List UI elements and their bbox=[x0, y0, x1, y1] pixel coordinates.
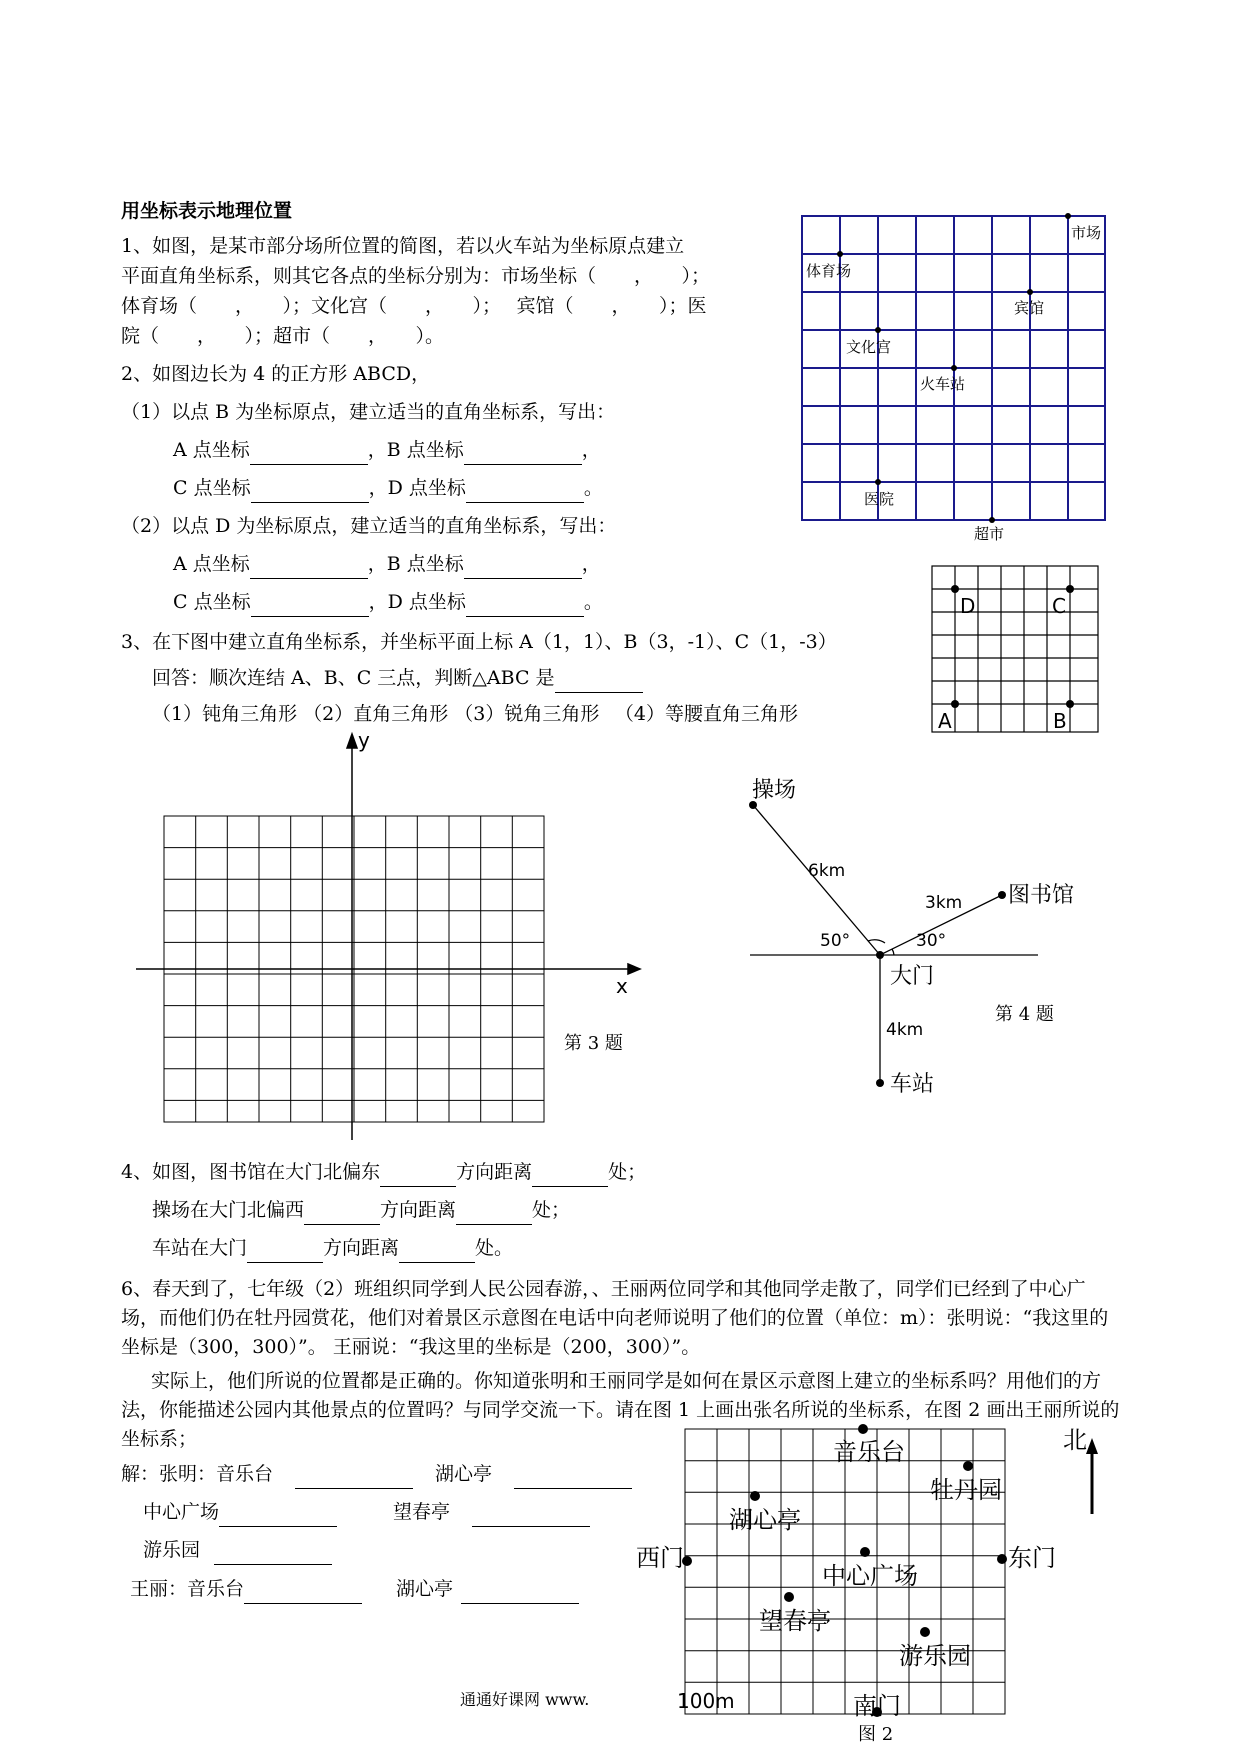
point-b bbox=[1066, 700, 1074, 708]
supermarket-label: 超市 bbox=[974, 525, 1005, 543]
q2-part2: （2）以点 D 为坐标原点，建立适当的直角坐标系，写出： bbox=[121, 515, 617, 537]
hotel-point bbox=[1027, 289, 1033, 295]
q4-figure bbox=[740, 765, 1075, 1115]
answer-blank[interactable] bbox=[251, 482, 369, 503]
angle-arc-right bbox=[892, 949, 894, 955]
playground-label: 操场 bbox=[752, 778, 797, 803]
q1-line2: 平面直角坐标系，则其它各点的坐标分别为：市场坐标（ ， ）； bbox=[121, 265, 711, 287]
answer-blank[interactable] bbox=[464, 558, 582, 579]
east-gate-label: 东门 bbox=[1008, 1544, 1056, 1572]
q2-stem: 2、如图边长为 4 的正方形 ABCD， bbox=[121, 363, 431, 385]
y-axis-label: y bbox=[358, 728, 370, 752]
footer-watermark: 通通好课网 www. bbox=[460, 1690, 590, 1709]
culture-point bbox=[875, 327, 881, 333]
answer-blank[interactable] bbox=[295, 1468, 413, 1489]
library-point bbox=[998, 891, 1006, 899]
a-label: A 点坐标 bbox=[173, 439, 250, 461]
q1-line1: 1、如图，是某市部分场所位置的简图，若以火车站为坐标原点建立 bbox=[121, 235, 685, 257]
point-d bbox=[951, 585, 959, 593]
q2-p2-row1: A 点坐标 ，B 点坐标 ， bbox=[173, 550, 601, 579]
q6-answer-row4: 王丽：音乐台 湖心亭 bbox=[130, 1575, 579, 1604]
answer-blank[interactable] bbox=[466, 482, 584, 503]
answer-blank[interactable] bbox=[380, 1166, 456, 1187]
amusement-park-label: 游乐园 bbox=[899, 1642, 971, 1670]
q6-answer-row2: 中心广场 望春亭 bbox=[143, 1498, 590, 1527]
q4-line2: 操场在大门北偏西 方向距离 处； bbox=[152, 1196, 570, 1225]
peony-garden-point bbox=[963, 1461, 973, 1471]
west-gate-label: 西门 bbox=[636, 1544, 684, 1572]
market-point bbox=[1065, 213, 1071, 219]
answer-blank[interactable] bbox=[251, 596, 369, 617]
wangchun-pavilion-label: 望春亭 bbox=[759, 1607, 831, 1635]
answer-blank[interactable] bbox=[464, 444, 582, 465]
square-figure bbox=[930, 563, 1100, 738]
north-label: 北 bbox=[1063, 1426, 1087, 1454]
q3-options: （1）钝角三角形 （2）直角三角形 （3）锐角三角形 （4）等腰直角三角形 bbox=[152, 703, 798, 725]
south-gate-label: 南门 bbox=[853, 1692, 901, 1720]
answer-blank[interactable] bbox=[304, 1204, 380, 1225]
q3-grid-figure bbox=[130, 730, 650, 1140]
music-stage-point bbox=[858, 1424, 868, 1434]
q4-line1: 4、如图，图书馆在大门北偏东 方向距离 处； bbox=[121, 1158, 646, 1187]
label-b: B bbox=[1053, 709, 1067, 733]
answer-blank[interactable] bbox=[247, 1242, 323, 1263]
station-label: 火车站 bbox=[920, 375, 966, 393]
q3-axes bbox=[136, 734, 640, 1140]
q6-answer-row3: 游乐园 bbox=[143, 1536, 332, 1565]
c-label: C 点坐标 bbox=[173, 477, 251, 499]
library-label: 图书馆 bbox=[1008, 883, 1075, 908]
park-map bbox=[630, 1418, 1150, 1718]
stadium-point bbox=[837, 251, 843, 257]
angle-arc-left bbox=[868, 940, 885, 943]
center-square-point bbox=[860, 1547, 870, 1557]
q6-answer-row1: 解：张明：音乐台 湖心亭 bbox=[121, 1460, 632, 1489]
answer-blank[interactable] bbox=[461, 1583, 579, 1604]
answer-blank[interactable] bbox=[219, 1506, 337, 1527]
page-title: 用坐标表示地理位置 bbox=[121, 200, 293, 222]
d-label: ，D 点坐标 bbox=[368, 477, 466, 499]
q3-ask: 回答：顺次连结 A、B、C 三点，判断△ABC 是 bbox=[152, 664, 643, 693]
b-label: ，B 点坐标 bbox=[367, 439, 464, 461]
q1-line4: 院（ ， ）；超市（ ， ）。 bbox=[121, 325, 445, 347]
city-map bbox=[790, 206, 1130, 546]
station-point bbox=[951, 365, 957, 371]
answer-blank[interactable] bbox=[466, 596, 584, 617]
center-square-label: 中心广场 bbox=[822, 1562, 918, 1590]
q4-caption: 第 4 题 bbox=[995, 1004, 1054, 1025]
bus-station-point bbox=[876, 1079, 884, 1087]
lake-pavilion-point bbox=[750, 1491, 760, 1501]
amusement-park-point bbox=[920, 1627, 930, 1637]
answer-blank[interactable] bbox=[472, 1506, 590, 1527]
angle-right-label: 30° bbox=[916, 931, 947, 951]
answer-blank[interactable] bbox=[456, 1204, 532, 1225]
north-arrow-icon bbox=[1086, 1438, 1098, 1514]
east-gate-point bbox=[997, 1554, 1007, 1564]
q6-paragraph-1: 6、春天到了，七年级（2）班组织同学到人民公园春游，、王丽两位同学和其他同学走散了，同学们已经到了中心广场，而他们仍在牡丹园赏花，他们对着景区示意图在电话中向老师说明了他们的位置（单位：m）：张明说：“我这里的坐标是（300，300）”。 王丽说：“我这里的坐标是（200，300）”。 bbox=[121, 1278, 1109, 1358]
q2-part1: （1）以点 B 为坐标原点，建立适当的直角坐标系，写出： bbox=[121, 401, 616, 423]
culture-label: 文化宫 bbox=[846, 338, 892, 356]
answer-blank[interactable] bbox=[532, 1166, 608, 1187]
answer-blank[interactable] bbox=[555, 672, 643, 693]
answer-blank[interactable] bbox=[250, 444, 368, 465]
bus-station-label: 车站 bbox=[890, 1072, 935, 1097]
figure-2-caption: 图 2 bbox=[858, 1724, 894, 1745]
q1-line3: 体育场（ ， ）；文化宫（ ， ）； 宾馆（ ， ）；医 bbox=[121, 295, 707, 317]
distance-library: 3km bbox=[925, 893, 963, 913]
gate-label: 大门 bbox=[890, 964, 935, 989]
angle-left-label: 50° bbox=[820, 931, 851, 951]
q6-paragraph-2: 实际上，他们所说的位置都是正确的。你知道张明和王丽同学是如何在景区示意图上建立的坐标系吗？用他们的方法，你能描述公园内其他景点的位置吗？与同学交流一下。请在图 1 上画出张名所说的坐标系，在图 2 画出王丽所说的坐标系； bbox=[121, 1370, 1120, 1450]
answer-blank[interactable] bbox=[514, 1468, 632, 1489]
q2-p1-row2: C 点坐标 ，D 点坐标 。 bbox=[173, 474, 603, 503]
music-stage-label: 音乐台 bbox=[833, 1438, 905, 1466]
q2-p2-row2: C 点坐标 ，D 点坐标 。 bbox=[173, 588, 603, 617]
q3-stem: 3、在下图中建立直角坐标系，并坐标平面上标 A（1，1）、B（3，-1）、C（1，-3） bbox=[121, 631, 837, 653]
answer-blank[interactable] bbox=[244, 1583, 362, 1604]
answer-blank[interactable] bbox=[250, 558, 368, 579]
supermarket-point bbox=[989, 517, 995, 523]
peony-garden-label: 牡丹园 bbox=[930, 1476, 1002, 1504]
label-d: D bbox=[960, 594, 976, 618]
q2-p1-row1: A 点坐标 ，B 点坐标 ， bbox=[173, 436, 601, 465]
stadium-label: 体育场 bbox=[806, 262, 852, 280]
lake-pavilion-label: 湖心亭 bbox=[729, 1506, 801, 1534]
hotel-label: 宾馆 bbox=[1014, 299, 1045, 317]
q3-caption: 第 3 题 bbox=[564, 1033, 623, 1054]
q4-line3: 车站在大门 方向距离 处。 bbox=[152, 1234, 513, 1263]
answer-blank[interactable] bbox=[399, 1242, 475, 1263]
answer-blank[interactable] bbox=[214, 1544, 332, 1565]
label-a: A bbox=[938, 709, 952, 733]
x-axis-label: x bbox=[616, 974, 628, 998]
gate-point bbox=[876, 951, 884, 959]
point-c bbox=[1066, 585, 1074, 593]
wangchun-pavilion-point bbox=[784, 1592, 794, 1602]
point-a bbox=[951, 700, 959, 708]
market-label: 市场 bbox=[1071, 224, 1102, 242]
distance-playground: 6km bbox=[808, 861, 846, 881]
scale-label: 100m bbox=[677, 1689, 735, 1713]
label-c: C bbox=[1052, 594, 1066, 618]
distance-station: 4km bbox=[886, 1020, 924, 1040]
hospital-label: 医院 bbox=[864, 490, 895, 508]
hospital-point bbox=[875, 479, 881, 485]
